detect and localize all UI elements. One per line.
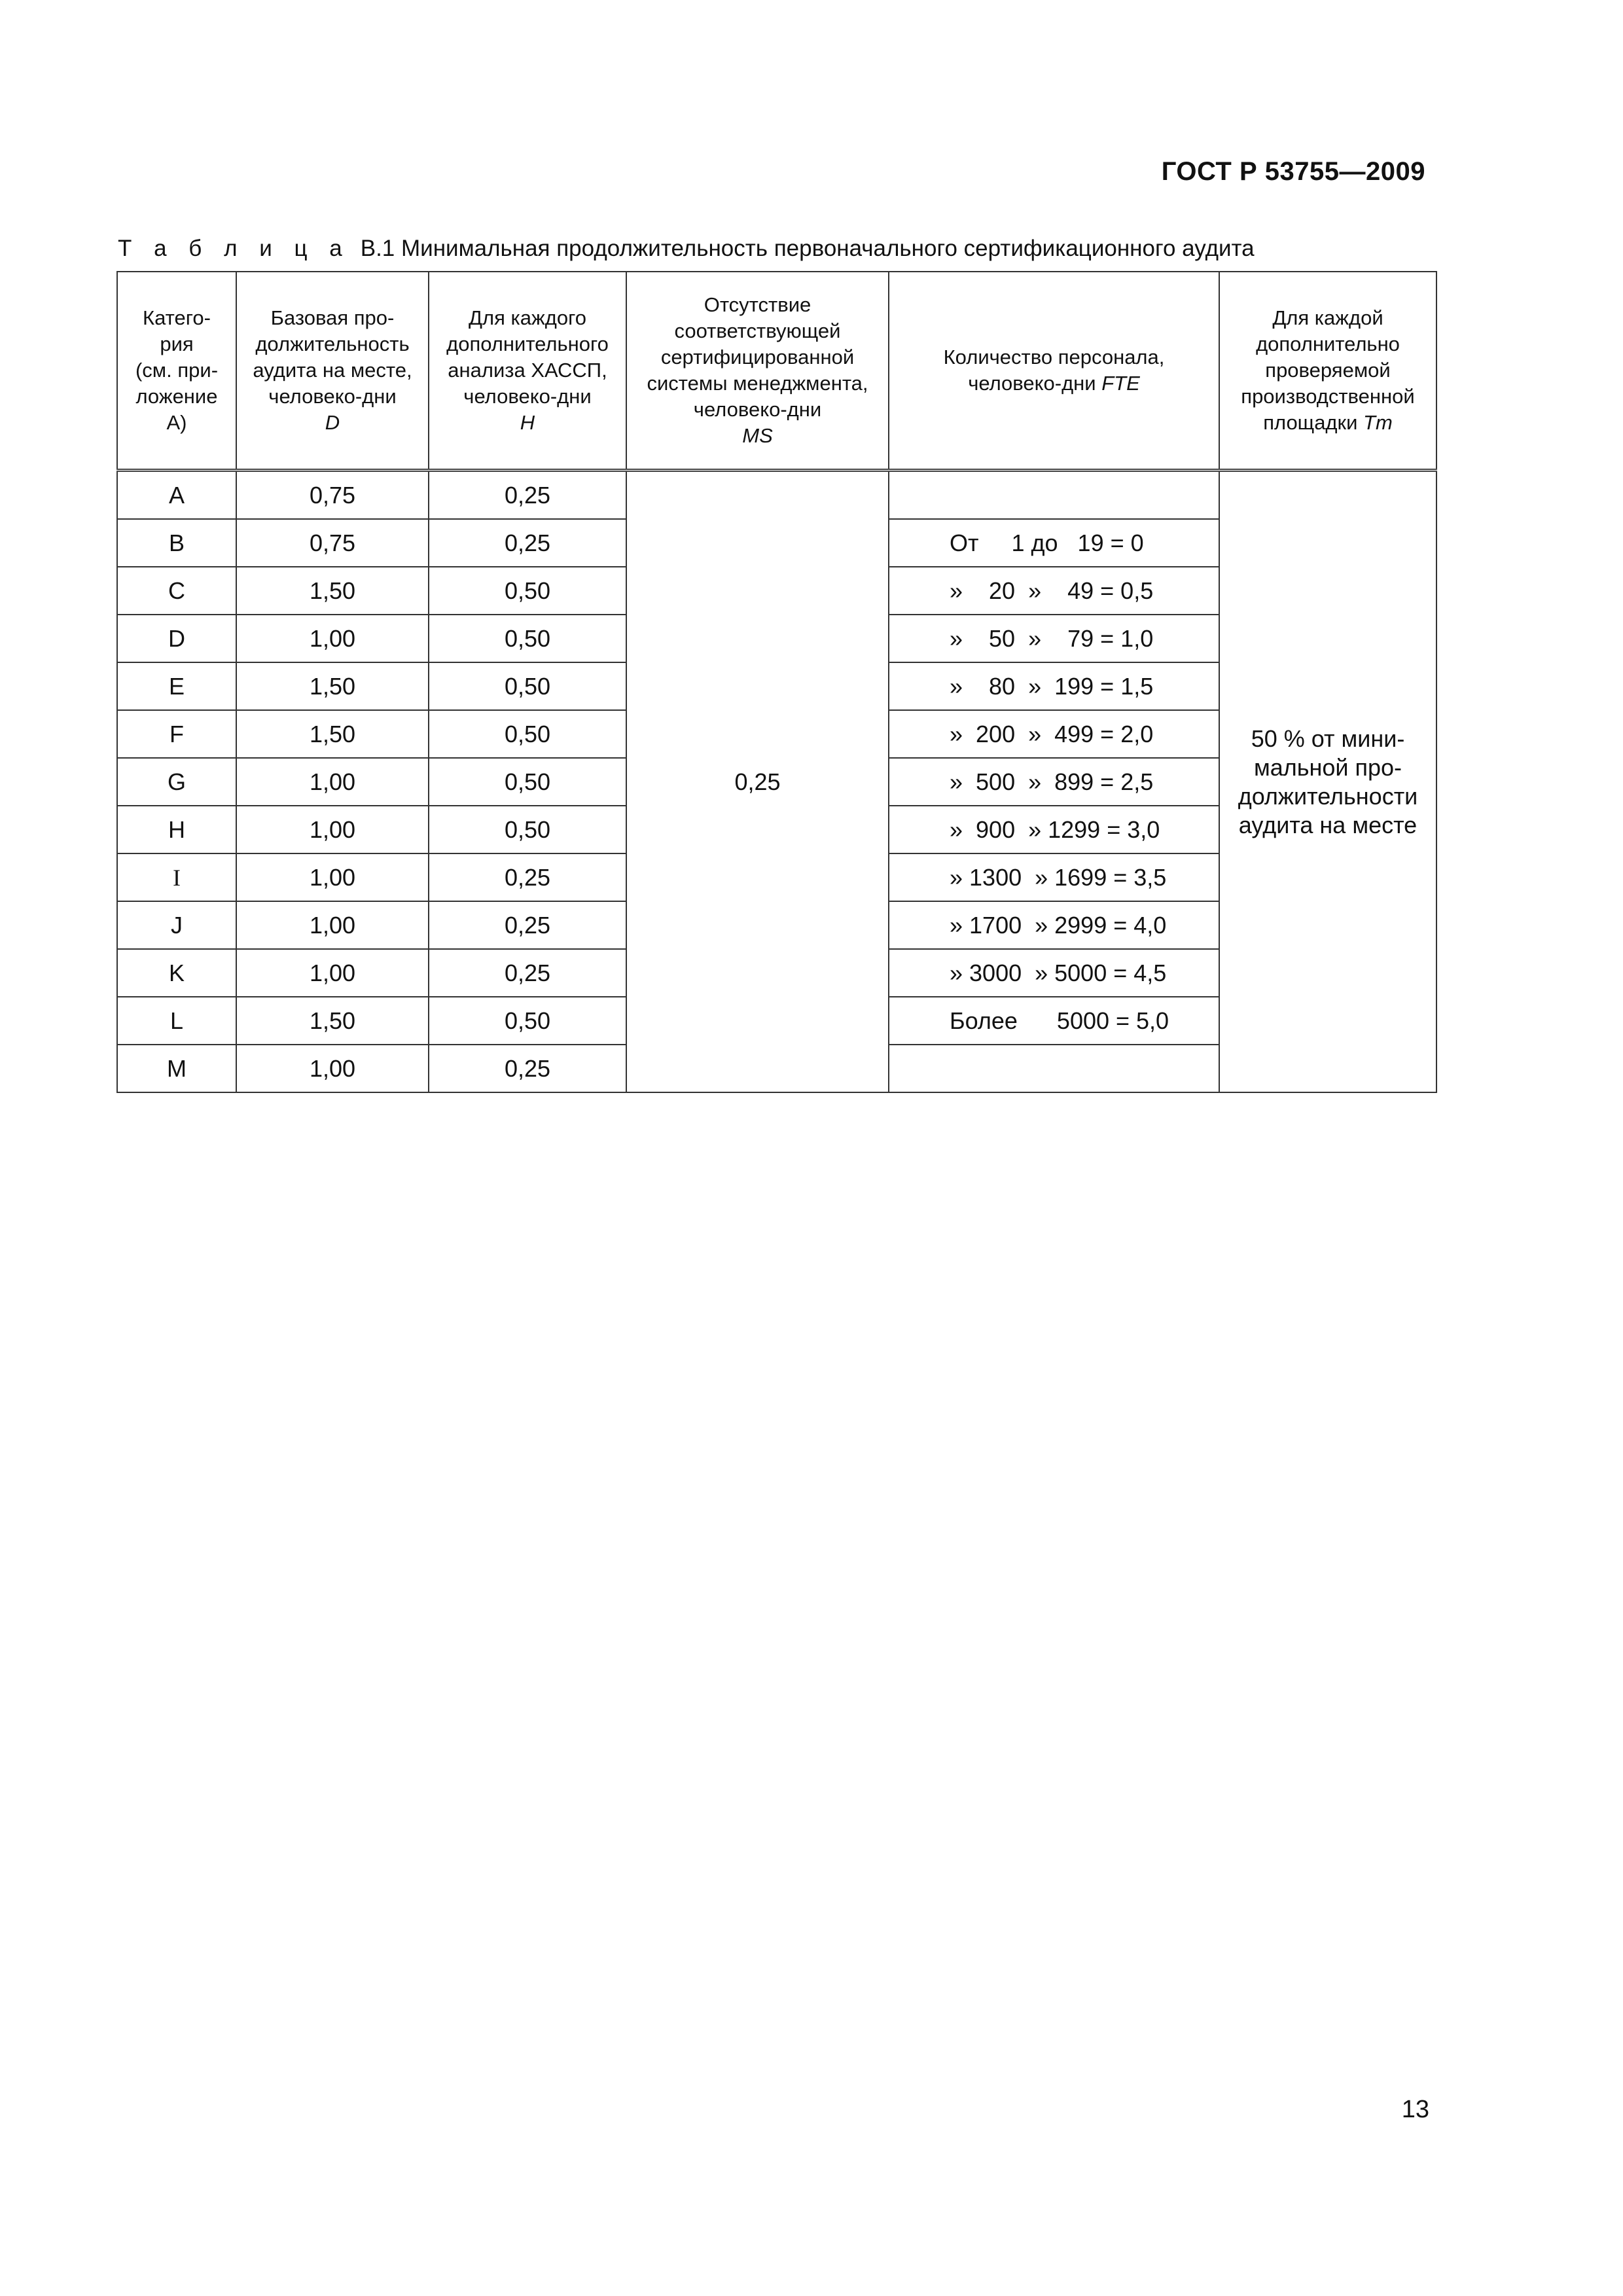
category-cell: D: [117, 615, 236, 662]
tm-cell-line: 50 % от мини-: [1251, 725, 1405, 752]
fte-cell: » 900 » 1299 = 3,0: [889, 806, 1219, 853]
column-header-line: Отсутствие: [704, 293, 812, 316]
column-header-line: сертифицированной: [660, 346, 855, 368]
fte-cell: » 500 » 899 = 2,5: [889, 758, 1219, 806]
column-header-line: рия: [160, 332, 194, 355]
column-header-line: дополнительного: [446, 332, 609, 355]
tm-cell-line: мальной про-: [1253, 753, 1402, 781]
column-header-line: аудита на месте,: [253, 359, 412, 382]
tm-cell: [1219, 471, 1436, 1093]
haccp-cell: 0,25: [429, 471, 626, 520]
base-duration-cell: 1,50: [236, 710, 429, 758]
table-body: [117, 471, 1436, 1093]
base-duration-cell: 1,00: [236, 758, 429, 806]
column-header-line: системы менеджмента,: [647, 372, 868, 395]
column-header-line: дополнительно: [1256, 332, 1400, 355]
haccp-cell: 0,25: [429, 949, 626, 997]
column-header-symbol: Tm: [1363, 411, 1393, 434]
category-cell: A: [117, 471, 236, 520]
column-header: [117, 272, 236, 471]
category-cell: G: [117, 758, 236, 806]
category-cell: E: [117, 662, 236, 710]
table-header-row: [117, 272, 1436, 471]
table-caption-text: В.1 Минимальная продолжительность первоначального сертификационного аудита: [360, 236, 1255, 261]
column-header: [626, 272, 889, 471]
fte-cell: От 1 до 19 = 0: [889, 519, 1219, 567]
base-duration-cell: 1,00: [236, 615, 429, 662]
fte-cell: » 20 » 49 = 0,5: [889, 567, 1219, 615]
fte-cell: » 3000 » 5000 = 4,5: [889, 949, 1219, 997]
column-header-symbol: FTE: [1101, 372, 1140, 395]
category-cell: C: [117, 567, 236, 615]
column-header-line: должительность: [255, 332, 410, 355]
column-header-symbol: D: [325, 411, 340, 434]
haccp-cell: 0,50: [429, 662, 626, 710]
fte-cell: » 200 » 499 = 2,0: [889, 710, 1219, 758]
base-duration-cell: 0,75: [236, 471, 429, 520]
haccp-cell: 0,50: [429, 758, 626, 806]
column-header-line: площадки: [1263, 411, 1364, 434]
audit-duration-table: [116, 271, 1437, 1093]
column-header-line: производственной: [1241, 385, 1415, 408]
category-cell: L: [117, 997, 236, 1045]
fte-cell: [889, 471, 1219, 520]
category-cell: K: [117, 949, 236, 997]
column-header-symbol: MS: [742, 424, 773, 447]
column-header-symbol: H: [520, 411, 535, 434]
fte-cell: Более 5000 = 5,0: [889, 997, 1219, 1045]
haccp-cell: 0,25: [429, 1045, 626, 1092]
tm-cell-line: аудита на месте: [1238, 811, 1418, 838]
haccp-cell: 0,25: [429, 901, 626, 949]
category-cell: M: [117, 1045, 236, 1092]
column-header-line: проверяемой: [1265, 359, 1391, 382]
ms-cell: 0,25: [626, 471, 889, 1093]
column-header-line: ложение: [135, 385, 218, 408]
haccp-cell: 0,50: [429, 806, 626, 853]
column-header-line: человеко-дни: [693, 398, 822, 421]
base-duration-cell: 1,50: [236, 997, 429, 1045]
category-cell: H: [117, 806, 236, 853]
base-duration-cell: 1,00: [236, 853, 429, 901]
column-header-line: А): [166, 411, 187, 434]
table-caption-label: Т а б л и ц а: [118, 236, 350, 261]
column-header-line: человеко-дни: [968, 372, 1102, 395]
column-header: [236, 272, 429, 471]
column-header-line: Катего-: [143, 306, 211, 329]
category-cell: I: [117, 853, 236, 901]
category-cell: F: [117, 710, 236, 758]
column-header-line: Базовая про-: [270, 306, 395, 329]
haccp-cell: 0,25: [429, 519, 626, 567]
category-cell: B: [117, 519, 236, 567]
column-header: [889, 272, 1219, 471]
column-header: [1219, 272, 1436, 471]
base-duration-cell: 1,50: [236, 567, 429, 615]
tm-cell-line: должительности: [1238, 782, 1418, 810]
column-header-line: соответствующей: [674, 319, 841, 342]
base-duration-cell: 1,00: [236, 806, 429, 853]
table-row: [117, 471, 1436, 520]
column-header-line: Для каждого: [469, 306, 586, 329]
fte-cell: » 50 » 79 = 1,0: [889, 615, 1219, 662]
fte-cell: » 1300 » 1699 = 3,5: [889, 853, 1219, 901]
haccp-cell: 0,50: [429, 615, 626, 662]
column-header-line: анализа ХАССП,: [448, 359, 607, 382]
fte-cell: » 80 » 199 = 1,5: [889, 662, 1219, 710]
column-header-line: Количество персонала,: [943, 346, 1165, 368]
base-duration-cell: 1,00: [236, 1045, 429, 1092]
fte-cell: [889, 1045, 1219, 1092]
table-caption: [118, 236, 1255, 262]
haccp-cell: 0,25: [429, 853, 626, 901]
column-header-line: человеко-дни: [268, 385, 397, 408]
haccp-cell: 0,50: [429, 997, 626, 1045]
fte-cell: » 1700 » 2999 = 4,0: [889, 901, 1219, 949]
column-header-line: (см. при-: [135, 359, 219, 382]
base-duration-cell: 0,75: [236, 519, 429, 567]
haccp-cell: 0,50: [429, 710, 626, 758]
document-id: ГОСТ Р 53755—2009: [1161, 157, 1425, 186]
base-duration-cell: 1,00: [236, 949, 429, 997]
column-header-line: Для каждой: [1272, 306, 1383, 329]
page-number: 13: [1401, 2096, 1429, 2123]
base-duration-cell: 1,50: [236, 662, 429, 710]
haccp-cell: 0,50: [429, 567, 626, 615]
column-header: [429, 272, 626, 471]
category-cell: J: [117, 901, 236, 949]
base-duration-cell: 1,00: [236, 901, 429, 949]
column-header-line: человеко-дни: [463, 385, 592, 408]
